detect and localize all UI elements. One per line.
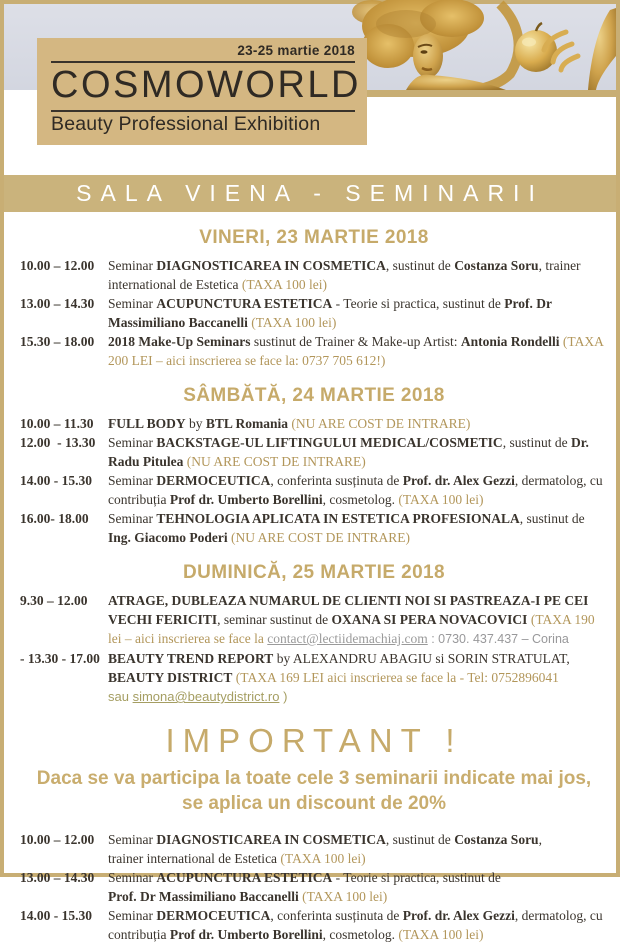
text-segment: sau [108,689,133,704]
text-segment: Seminar [108,832,157,847]
row-text [108,332,608,370]
schedule-row [20,906,608,944]
row-time: 10.00 – 12.00 [20,258,95,273]
text-segment: Ing. Giacomo Poderi [108,530,228,545]
discount-seminars-list [20,830,608,944]
text-segment: , sustinut de [385,832,455,847]
row-text [108,649,608,706]
text-segment: , sustinut de [519,511,585,526]
text-segment: ) [279,689,288,704]
schedule-row [20,256,608,294]
text-segment: BEAUTY TREND REPORT [108,651,274,666]
row-time: 16.00- 18.00 [20,511,89,526]
schedule-row [20,414,608,433]
text-segment: (TAXA 100 lei) [251,315,337,330]
schedule-row [20,433,608,471]
row-time: 13.00 – 14.30 [20,296,95,311]
brand-title: COSMOWORLD [51,64,361,106]
text-segment: BACKSTAGE-UL LIFTINGULUI MEDICAL/COSMETIC [156,435,503,450]
row-text [108,256,608,294]
text-segment: Seminar [108,511,157,526]
text-segment: 2018 Make-Up Seminars [108,334,251,349]
schedule-content [4,227,616,944]
text-segment: by [185,416,206,431]
text-segment: (NU ARE COST DE INTRARE) [291,416,471,431]
text-segment: (NU ARE COST DE INTRARE) [231,530,411,545]
gold-divider-strip [361,90,616,97]
email-link[interactable]: contact@lectiidemachiaj.com [267,631,428,646]
text-segment: DERMOCEUTICA [156,908,271,923]
text-segment: - Teorie si practica, sustinut de [332,296,505,311]
text-segment: Antonia Rondelli [460,334,560,349]
text-segment: sustinut de Trainer & Make-up Artist: [250,334,461,349]
text-segment: (TAXA 169 LEI aici inscrierea se face la - Tel: 0752896041 [235,670,559,685]
text-segment: , cosmetolog. [322,492,399,507]
hall-banner: SALA VIENA - SEMINARII [4,175,616,212]
text-segment: Seminar [108,870,157,885]
text-segment: Prof. dr. Alex Gezzi [402,908,515,923]
logo-box [37,38,367,145]
text-segment: DERMOCEUTICA [156,473,271,488]
text-segment: Costanza Soru [454,258,539,273]
text-segment: BEAUTY DISTRICT [108,670,233,685]
text-segment: FULL BODY [108,416,186,431]
row-text [108,830,608,868]
event-dates: 23-25 martie 2018 [237,43,355,58]
text-segment: Seminar [108,296,157,311]
row-text [108,471,608,509]
text-segment: , conferinta susținuta de [270,473,403,488]
text-segment: ACUPUNCTURA ESTETICA [156,296,333,311]
text-segment: BTL Romania [205,416,289,431]
brand-tagline: Beauty Professional Exhibition [51,113,321,135]
text-segment: Prof. Dr Massimiliano Baccanelli [108,889,299,904]
logo-rule-bottom [51,110,355,112]
text-segment: (TAXA 100 lei) [241,277,327,292]
text-segment: , dermatolog, cu contribuția [108,473,603,507]
text-segment: , dermatolog, cu contribuția [108,908,603,942]
text-segment: ATRAGE, DUBLEAZA NUMARUL DE CLIENTI NOI SI PASTREAZA-I PE CEI VECHI FERICITI [108,593,589,627]
important-text: Daca se va participa la toate cele 3 seminarii indicate mai jos, se aplica un discount de 20% [36,768,592,814]
text-segment: Seminar [108,908,157,923]
text-segment: Costanza Soru [454,832,539,847]
email-link[interactable]: simona@beautydistrict.ro [132,689,280,704]
schedule-sections [20,227,608,706]
text-segment: DIAGNOSTICAREA IN COSMETICA [156,258,386,273]
text-segment: Seminar [108,435,157,450]
text-segment: Prof dr. Umberto Borellini [169,927,323,942]
text-segment: , trainer international de Estetica [108,258,581,292]
schedule-row [20,332,608,370]
text-segment: Prof. Dr Massimiliano Baccanelli [108,296,552,330]
section-title: SÂMBĂTĂ, 24 MARTIE 2018 [183,385,445,406]
day-section [20,385,608,547]
row-time: 12.00 - 13.30 [20,435,96,450]
schedule-row [20,591,608,649]
schedule-row [20,830,608,868]
text-segment: Prof dr. Umberto Borellini [169,492,323,507]
row-text [108,509,608,547]
text-segment: , seminar sustinut de [217,612,332,627]
text-segment: ACUPUNCTURA ESTETICA [156,870,333,885]
schedule-row [20,509,608,547]
text-segment: (TAXA 100 lei) [398,927,484,942]
text-segment: OXANA SI PERA NOVACOVICI [331,612,528,627]
section-title: VINERI, 23 MARTIE 2018 [199,227,429,248]
text-segment: : 0730. 437.437 – Corina [427,632,569,646]
text-segment: TEHNOLOGIA APLICATA IN ESTETICA PROFESIONALA [156,511,520,526]
text-segment: Prof. dr. Alex Gezzi [402,473,515,488]
day-section [20,227,608,370]
schedule-row [20,649,608,706]
gold-woman-photo [348,4,616,90]
schedule-row [20,294,608,332]
row-time: 15.30 – 18.00 [20,334,95,349]
text-segment: by ALEXANDRU ABAGIU si SORIN STRATULAT, [273,651,570,666]
row-time: 10.00 – 11.30 [20,416,94,431]
row-time: 13.00 – 14.30 [20,870,95,885]
row-text [108,414,608,433]
text-segment: , [538,832,542,847]
text-segment: Seminar [108,473,157,488]
row-time: - 13.30 - 17.00 [20,651,100,666]
text-segment: - Teorie si practica, sustinut de [332,870,501,885]
row-time: 10.00 – 12.00 [20,832,95,847]
text-segment: , conferinta susținuta de [270,908,403,923]
row-time: 14.00 - 15.30 [20,908,92,923]
text-segment: (TAXA 100 lei) [302,889,388,904]
row-text [108,868,608,906]
text-segment: (NU ARE COST DE INTRARE) [186,454,366,469]
row-text [108,906,608,944]
schedule-row [20,471,608,509]
row-time: 9.30 – 12.00 [20,593,88,608]
important-title: IMPORTANT ! [165,722,463,759]
row-text [108,591,608,649]
text-segment: Dr. Radu Pitulea [108,435,589,469]
important-block [20,722,608,816]
text-segment: DIAGNOSTICAREA IN COSMETICA [156,832,386,847]
row-text [108,294,608,332]
text-segment: (TAXA 190 lei – aici inscrierea se face la [108,612,595,646]
row-time: 14.00 - 15.30 [20,473,92,488]
text-segment: trainer international de Estetica [108,851,281,866]
day-section [20,562,608,706]
schedule-row [20,868,608,906]
text-segment: , cosmetolog. [322,927,399,942]
row-text [108,433,608,471]
text-segment: (TAXA 100 lei) [398,492,484,507]
text-segment: (TAXA 100 lei) [280,851,366,866]
text-segment: , sustinut de [385,258,455,273]
text-segment: , sustinut de [502,435,571,450]
text-segment: (TAXA 200 LEI – aici inscrierea se face la: 0737 705 612!) [108,334,604,368]
section-title: DUMINICĂ, 25 MARTIE 2018 [183,562,445,583]
text-segment: Seminar [108,258,157,273]
